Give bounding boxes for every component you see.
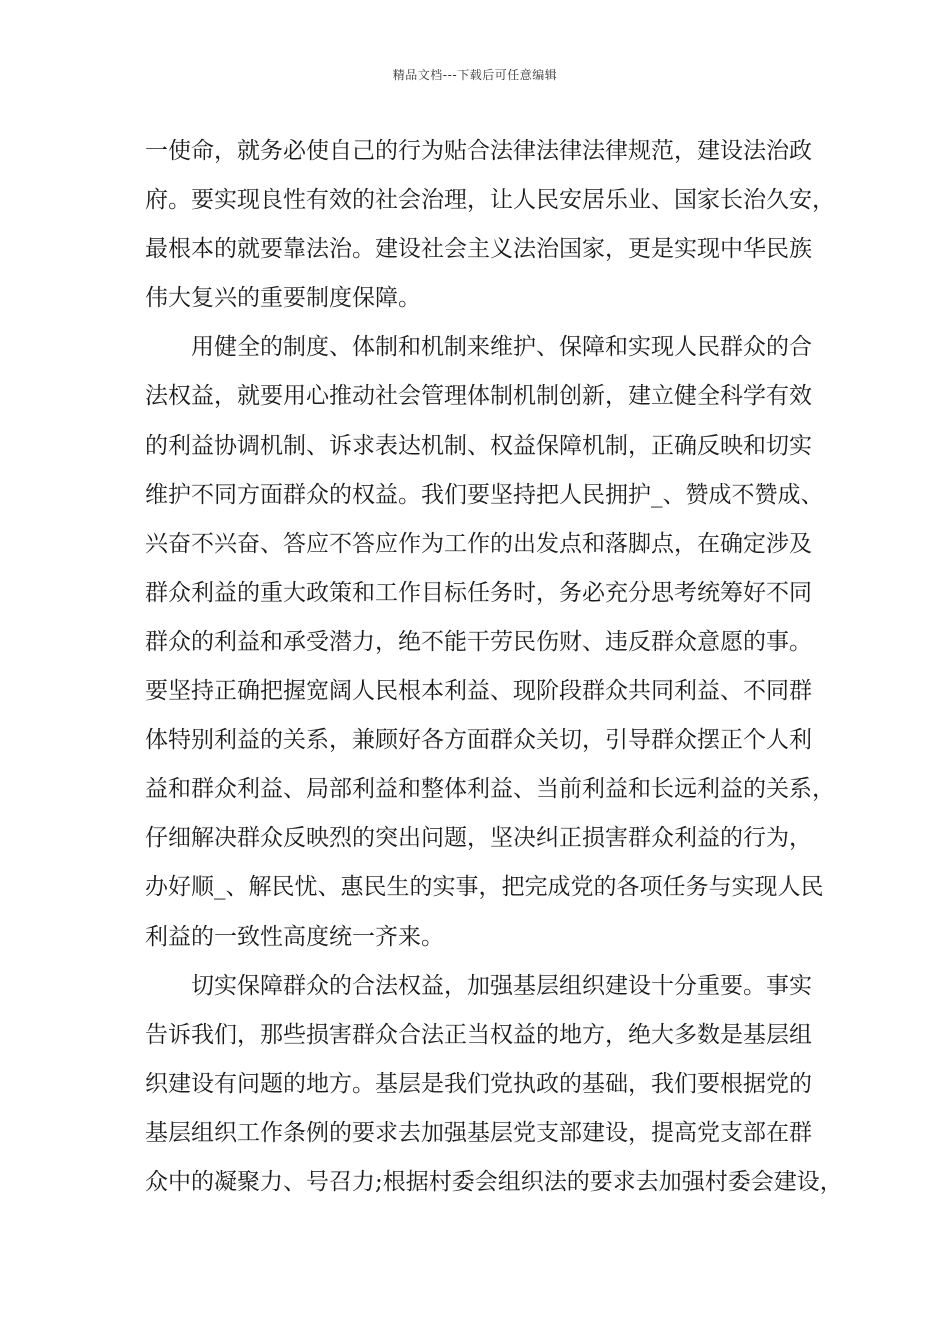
text-line: 最根本的就要靠法治。建设社会主义法治国家，更是实现中华民族 <box>145 236 812 263</box>
text-line: 利益的一致性高度统一齐来。 <box>145 923 444 950</box>
text-line: 伟大复兴的重要制度保障。 <box>145 285 421 312</box>
text-line: 众中的凝聚力、号召力;根据村委会组织法的要求去加强村委会建设， <box>145 1168 843 1195</box>
text-line: 群众利益的重大政策和工作目标任务时，务必充分思考统筹好不同 <box>145 579 812 606</box>
text-line: 的利益协调机制、诉求表达机制、权益保障机制，正确反映和切实 <box>145 432 812 459</box>
text-line: 益和群众利益、局部利益和整体利益、当前利益和长远利益的关系， <box>145 776 835 803</box>
text-line: 一使命，就务必使自己的行为贴合法律法律法律规范，建设法治政 <box>145 138 812 164</box>
text-line: 告诉我们，那些损害群众合法正当权益的地方，绝大多数是基层组 <box>145 1021 812 1048</box>
paragraph-1 <box>145 127 835 323</box>
text-line: 兴奋不兴奋、答应不答应作为工作的出发点和落脚点，在确定涉及 <box>145 530 812 557</box>
document-body <box>145 127 843 1207</box>
text-line: 基层组织工作条例的要求去加强基层党支部建设，提高党支部在群 <box>145 1119 812 1146</box>
text-line: 仔细解决群众反映烈的突出问题，坚决纠正损害群众利益的行为， <box>145 825 812 852</box>
text-line: 维护不同方面群众的权益。我们要坚持把人民拥护_、赞成不赞成、 <box>145 481 824 508</box>
text-line: 织建设有问题的地方。基层是我们党执政的基础，我们要根据党的 <box>145 1070 812 1097</box>
text-line: 用健全的制度、体制和机制来维护、保障和实现人民群众的合 <box>191 334 812 361</box>
text-line: 府。要实现良性有效的社会治理，让人民安居乐业、国家长治久安， <box>145 187 835 214</box>
text-line: 群众的利益和承受潜力，绝不能干劳民伤财、违反群众意愿的事。 <box>145 628 812 655</box>
text-line: 办好顺_、解民忧、惠民生的实事，把完成党的各项任务与实现人民 <box>145 874 824 901</box>
text-line: 切实保障群众的合法权益，加强基层组织建设十分重要。事实 <box>191 972 812 999</box>
paragraph-3 <box>145 962 843 1207</box>
text-line: 要坚持正确把握宽阔人民根本利益、现阶段群众共同利益、不同群 <box>145 678 812 705</box>
text-line: 法权益，就要用心推动社会管理体制机制创新，建立健全科学有效 <box>145 383 812 410</box>
text-line: 体特别利益的关系，兼顾好各方面群众关切，引导群众摆正个人利 <box>145 727 812 754</box>
page-header: 精品文档---下载后可任意编辑 <box>392 68 558 82</box>
paragraph-2 <box>145 323 835 961</box>
